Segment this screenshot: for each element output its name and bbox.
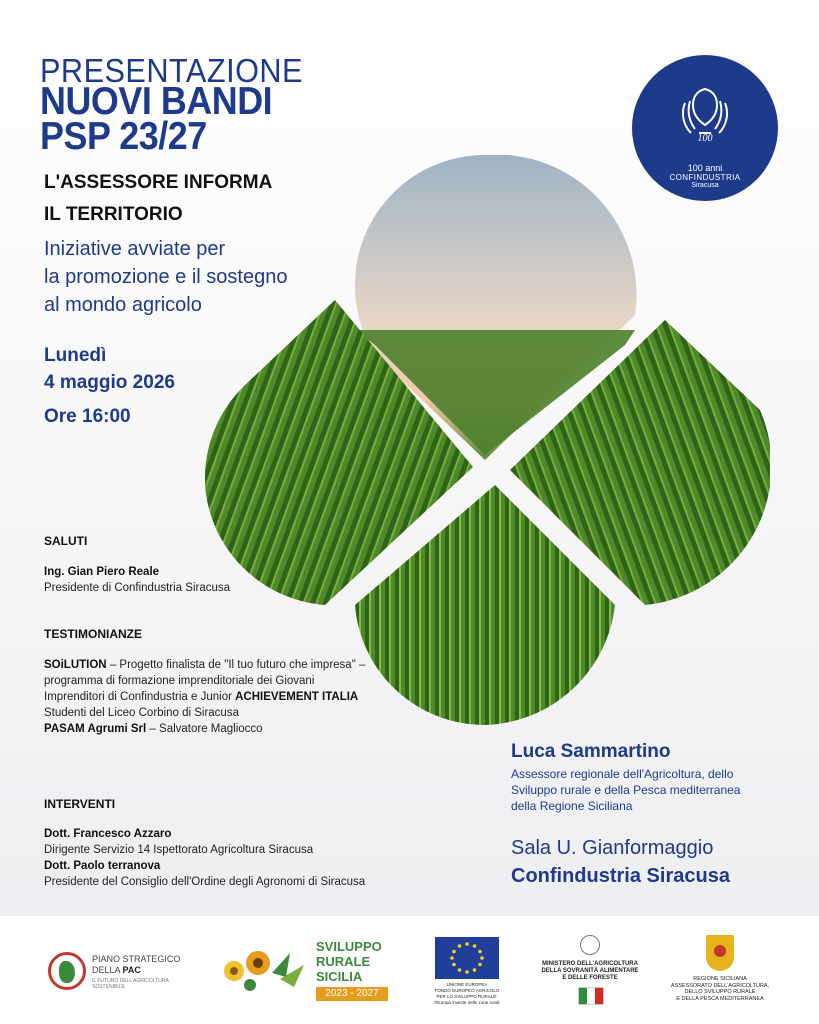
italian-emblem-icon xyxy=(580,935,600,955)
regione-text xyxy=(670,976,770,1002)
reg-line-3: DELLO SVILUPPO RURALE xyxy=(684,989,756,995)
svi-line1: SVILUPPO xyxy=(316,939,382,954)
sicily-shield-icon xyxy=(706,935,734,971)
speaker-role-line-3: della Regione Siciliana xyxy=(511,799,633,813)
italy-flag-icon xyxy=(578,987,604,1005)
section-saluti: SALUTI xyxy=(44,534,88,548)
min-line-1: MINISTERO DELL'AGRICOLTURA xyxy=(542,961,638,967)
flowers-icon xyxy=(220,943,308,993)
svg-text:100: 100 xyxy=(697,133,713,143)
event-date: 4 maggio 2026 xyxy=(44,372,175,393)
eu-logo xyxy=(432,937,502,1012)
intervento-1-role: Dirigente Servizio 14 Ispettorato Agricoltura Siracusa xyxy=(44,844,314,856)
intervento-2-role: Presidente del Consiglio dell'Ordine degli Agronomi di Siracusa xyxy=(44,876,366,888)
logo-city: Siracusa xyxy=(691,182,719,189)
eu-line-1: UNIONE EUROPEA xyxy=(446,982,488,987)
pac-emblem-icon xyxy=(48,952,86,990)
sviluppo-rurale-logo xyxy=(220,937,390,1005)
testimonianza-2 xyxy=(44,721,374,737)
regione-logo xyxy=(670,935,770,1010)
saluti-role: Presidente di Confindustria Siracusa xyxy=(44,582,231,594)
intro-line-3: al mondo agricolo xyxy=(44,294,202,316)
pac-line2b: PAC xyxy=(122,965,141,975)
svi-line2: RURALE xyxy=(316,954,371,969)
ministero-logo xyxy=(534,935,646,1010)
event-time: Ore 16:00 xyxy=(44,406,131,427)
venue-room: Sala U. Gianformaggio xyxy=(511,837,714,859)
t1-line3: Studenti del Liceo Corbino di Siracusa xyxy=(44,707,239,719)
speaker-role-line-2: Sviluppo rurale e della Pesca mediterranea xyxy=(511,783,741,797)
speaker-role-line-1: Assessore regionale dell'Agricoltura, dello xyxy=(511,767,734,781)
intervento-1-name: Dott. Francesco Azzaro xyxy=(44,828,172,840)
reg-line-2: ASSESSORATO DELL'AGRICOLTURA, xyxy=(670,982,770,989)
min-line-2: DELLA SOVRANITÀ ALIMENTARE xyxy=(541,968,639,974)
title-psp: PSP 23/27 xyxy=(40,115,207,158)
t2-text: – Salvatore Magliocco xyxy=(146,723,263,735)
speaker-role xyxy=(511,766,771,814)
eu-flag-icon xyxy=(435,937,499,979)
eu-line-4: l'Europa investe nelle zone rurali xyxy=(434,1000,500,1005)
reg-line-4: E DELLA PESCA MEDITERRANEA xyxy=(676,995,764,1002)
section-interventi: INTERVENTI xyxy=(44,797,116,811)
logo-anni: 100 anni xyxy=(687,163,723,173)
logo-brand: CONFINDUSTRIA xyxy=(669,173,741,182)
pac-line3: IL FUTURO DELL'AGRICOLTURA SOSTENIBILE xyxy=(92,978,169,990)
reg-line-1: REGIONE SICILIANA xyxy=(693,976,747,982)
intervento-2-name: Dott. Paolo terranova xyxy=(44,860,161,872)
event-day: Lunedì xyxy=(44,345,107,366)
testimonianza-1 xyxy=(44,657,374,737)
intro-line-2: la promozione e il sostegno xyxy=(44,266,288,288)
eu-text xyxy=(432,982,502,1006)
t2-bold: PASAM Agrumi Srl xyxy=(44,723,147,735)
t1-bold: SOiLUTION xyxy=(44,659,107,671)
pac-line2a: DELLA xyxy=(92,965,123,975)
pac-line1: PIANO STRATEGICO xyxy=(92,954,181,964)
min-line-3: E DELLE FORESTE xyxy=(562,975,618,981)
svi-years: 2023 - 2027 xyxy=(316,987,388,1001)
field-photo-graphic xyxy=(205,155,770,725)
sviluppo-text xyxy=(316,939,382,984)
subtitle-territorio: IL TERRITORIO xyxy=(44,204,183,225)
t1-bold2: ACHIEVEMENT ITALIA xyxy=(235,691,359,703)
eagle-icon xyxy=(675,83,735,143)
saluti-name: Ing. Gian Piero Reale xyxy=(44,566,160,578)
eu-line-3: PER LO SVILUPPO RURALE: xyxy=(436,994,498,999)
ministero-text xyxy=(534,961,646,982)
eu-line-2: FONDO EUROPEO AGRICOLO xyxy=(434,988,500,993)
intro-line-1: Iniziative avviate per xyxy=(44,238,226,260)
venue-place: Confindustria Siracusa xyxy=(511,865,730,887)
speaker-name: Luca Sammartino xyxy=(511,741,671,762)
t1-text: – Progetto finalista de "Il tuo futuro che impresa" – programma di formazione imprenditoriale dei Giovani Imprenditori di Confindustria e Junior xyxy=(44,659,366,703)
subtitle-assessore: L'ASSESSORE INFORMA xyxy=(44,172,273,193)
title-presentazione: PRESENTAZIONE xyxy=(40,52,303,89)
svi-line3: SICILIA xyxy=(316,969,363,984)
section-testimonianze: TESTIMONIANZE xyxy=(44,627,142,641)
title-nuovi-bandi: NUOVI BANDI xyxy=(40,80,273,123)
pac-line2 xyxy=(92,965,141,975)
pac-logo xyxy=(48,950,198,995)
